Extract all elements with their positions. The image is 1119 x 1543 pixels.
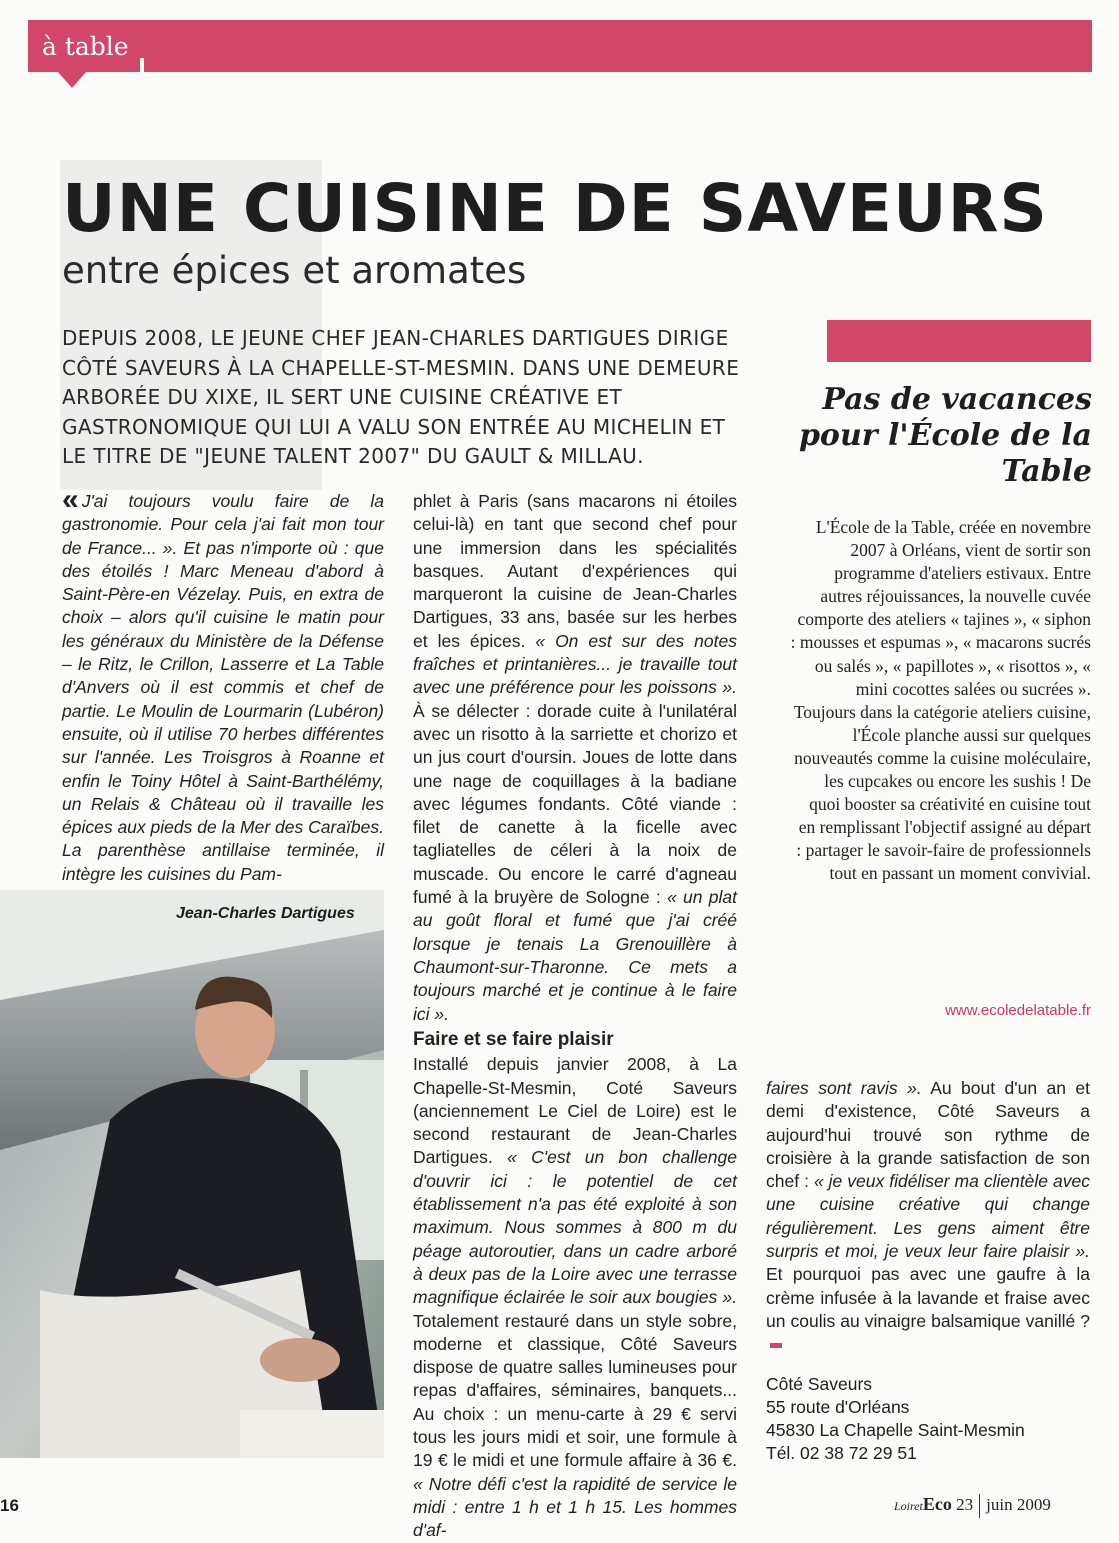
column-2c-text-b: Totalement restauré dans un style sobre, moderne et classique, Côté Saveurs dispose de quatre salles lumineuses pour repas d'affaires, séminaires, banquets... Au choix : un menu-carte à 29 € servi tous les jours midi et soir, une formule à 19 € le midi et une formule affaire à 36 €.: [413, 1310, 737, 1471]
chef-photo-illustration: [0, 890, 384, 1458]
magazine-brand: [894, 1494, 952, 1514]
article-subtitle: entre épices et aromates: [62, 249, 527, 292]
article-column-1: [62, 483, 384, 886]
section-label: à table: [42, 32, 129, 61]
page-number: 16: [0, 1496, 19, 1515]
column-2c-quote-2: « Notre défi c'est la rapidité de service le midi : entre 1 h et 1 h 15. Les hommes d'af-: [413, 1473, 737, 1541]
sidebar-title: Pas de vacances pour l'École de la Table: [798, 382, 1092, 489]
brand-prefix: Loiret: [894, 1499, 923, 1513]
address-city: 45830 La Chapelle Saint-Mesmin: [766, 1420, 1025, 1440]
brand-main: Eco: [922, 1494, 952, 1514]
issue-number: 23: [956, 1495, 974, 1514]
opening-quote-mark: «: [62, 483, 79, 516]
sidebar-accent-band: [827, 320, 1091, 362]
header-tab-arrow: [58, 72, 86, 88]
column-3-quote-2: « je veux fidéliser ma clientèle avec une cuisine créative qui change régulièrement. Les gens aiment être surpris et moi, je veux leur faire plaisir ».: [766, 1171, 1090, 1262]
column-2c-text-a: Installé depuis janvier 2008, à La Chapelle-St-Mesmin, Coté Saveurs (anciennement Le Ciel de Loire) est le second restaurant de Jean-Charles Dartigues.: [413, 1054, 737, 1168]
photo-caption: Jean-Charles Dartigues: [176, 905, 355, 922]
article-intro: DEPUIS 2008, LE JEUNE CHEF JEAN-CHARLES DARTIGUES DIRIGE CÔTÉ SAVEURS À LA CHAPELLE-ST-MESMIN. DANS UNE DEMEURE ARBORÉE DU XIXE, IL SERT UNE CUISINE CRÉATIVE ET GASTRONOMIQUE QUI LUI A VALU SON ENTRÉE AU MICHELIN ET LE TITRE DE "JEUNE TALENT 2007" DU GAULT & MILLAU.: [62, 326, 740, 468]
section-header-band: [28, 20, 1092, 72]
column-3-quote-1: faires sont ravis ».: [766, 1078, 922, 1098]
column-2-text-b: À se délecter : dorade cuite à l'unilatéral avec un risotto à la sarriette et chorizo et un jus court d'oursin. Joues de lotte dans une nage de coquillages à la badiane avec légumes fondants. Côté viande : filet de canette à la ficelle avec tagliatelles de céleri à la noix de muscade. Ou encore le carré d'agneau fumé à la bruyère de Sologne :: [413, 700, 737, 908]
header-cursor-mark: [140, 58, 144, 72]
column-2-quote-2: « un plat au goût floral et fumé que j'ai créé lorsque je tenais La Grenouillère à Chaumont-sur-Tharonne. Ce mets a toujours marché et je continue à le faire ici ».: [413, 887, 738, 1024]
chef-photo: [0, 890, 384, 1458]
column-2-quote-1: « On est sur des notes fraîches et printanières... je travaille tout avec une préférence pour les poissons ».: [413, 630, 737, 698]
address-phone: Tél. 02 38 72 29 51: [766, 1443, 917, 1463]
section-subhead: Faire et se faire plaisir: [413, 1029, 614, 1050]
column-2c-quote-1: « C'est un bon challenge d'ouvrir ici : le potentiel de cet établissement n'a pas été exploité à son maximum. Nous sommes à 800 m du péage autoroutier, dans un cadre arboré à deux pas de la Loire avec une terrasse magnifique éclairée le soir aux bougies ».: [413, 1147, 737, 1308]
article-column-2-bottom: [413, 1028, 737, 1543]
address-name: Côté Saveurs: [766, 1374, 873, 1394]
issue-date: juin 2009: [986, 1495, 1051, 1514]
sidebar-body: L'École de la Table, créée en novembre 2007 à Orléans, vient de sortir son programme d'ateliers estivaux. Entre autres réjouissances, la nouvelle cuvée comporte des ateliers « tajines », « siphon : mousses et espumas », « macarons sucrés ou salés », « papillotes », « risottos », « mini cocottes salées ou sucrées ». Toujours dans la catégorie ateliers cuisine, l'École planche aussi sur quelques nouveautés comme la cuisine moléculaire, les cupcakes ou encore les sushis ! De quoi booster sa créativité en cuisine tout en remplissant l'objectif assigné au départ : partager le savoir-faire de professionnels tout en passant un moment convivial.: [790, 517, 1091, 884]
column-1-text: J'ai toujours voulu faire de la gastronomie. Pour cela j'ai fait mon tour de France... ». Et pas n'importe où : que des étoilés ! Marc Meneau d'abord à Saint-Père-en Vézelay. Puis, en extra de choix – alors qu'il cuisine le matin pour les généraux du Ministère de la Défense – le Ritz, le Crillon, Lasserre et La Table d'Anvers où il est commis et chef de partie. Le Moulin de Lourmarin (Lubéron) ensuite, où il utilise 70 herbes différentes sur l'année. Les Troisgros à Roanne et enfin le Toiny Hôtel à Saint-Barthélémy, un Relais & Château où il travaille les épices aux pieds de la Mer des Caraïbes. La parenthèse antillaise terminée, il intègre les cuisines du Pam-: [62, 491, 384, 884]
address-street: 55 route d'Orléans: [766, 1397, 910, 1417]
footer-separator: [979, 1494, 980, 1518]
article-column-2: [413, 490, 737, 1026]
column-2-text-a: phlet à Paris (sans macarons ni étoiles celui-là) en tant que second chef pour une immersion dans les spécialités basques. Autant d'expériences qui marqueront la cuisine de Jean-Charles Dartigues, 33 ans, basée sur les herbes et les épices.: [413, 491, 737, 651]
article-column-3: [766, 1077, 1090, 1357]
footer-info: [894, 1494, 1051, 1518]
column-3-text-b: Et pourquoi pas avec une gaufre à la crème infusée à la lavande et fraise avec un coulis au vinaigre balsamique vanillé ?: [766, 1264, 1090, 1331]
article-title: UNE CUISINE DE SAVEURS: [62, 170, 1048, 247]
column-3-text-a: Au bout d'un an et demi d'existence, Côté Saveurs a aujourd'hui trouvé son rythme de croisière à la grande satisfaction de son chef :: [766, 1078, 1090, 1192]
end-of-article-mark: [770, 1343, 782, 1348]
restaurant-address: [766, 1373, 1090, 1465]
sidebar-website-link[interactable]: www.ecoledelatable.fr: [945, 1002, 1091, 1019]
